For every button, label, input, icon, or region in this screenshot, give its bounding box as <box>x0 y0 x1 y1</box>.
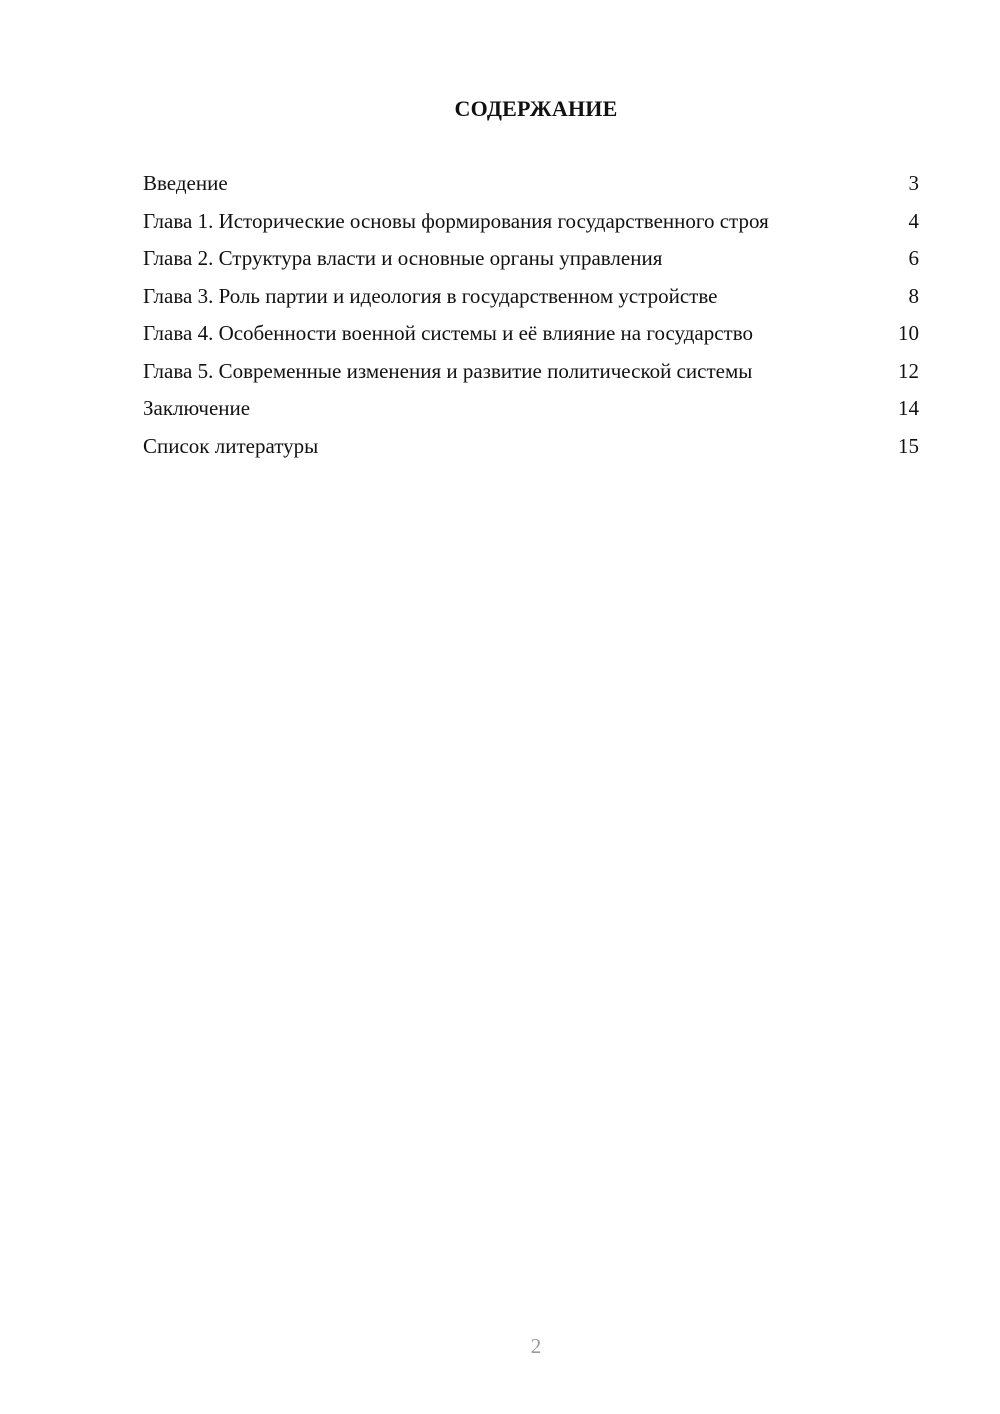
toc-entry-page: 4 <box>908 208 919 233</box>
toc-entry-conclusion <box>143 395 919 422</box>
toc-entry-label: Глава 3. Роль партии и идеология в государственном устройстве <box>143 283 718 308</box>
toc-entry-introduction <box>143 170 919 197</box>
toc-entry-page: 3 <box>908 171 919 195</box>
toc-entry-label: Заключение <box>143 396 251 420</box>
toc-entry-page: 10 <box>898 321 919 345</box>
toc-entry-page: 15 <box>898 433 919 458</box>
toc-entry-page: 8 <box>908 283 919 308</box>
toc-entry-chapter-5 <box>143 358 919 385</box>
toc-heading: СОДЕРЖАНИЕ <box>454 96 618 121</box>
page-number: 2 <box>530 1334 542 1358</box>
toc-entry-page: 14 <box>898 396 919 420</box>
toc-entry-label: Глава 4. Особенности военной системы и её влияние на государство <box>143 321 753 345</box>
toc-entry-chapter-1 <box>143 208 919 235</box>
toc-entry-chapter-2 <box>143 245 919 272</box>
toc-entry-label: Глава 5. Современные изменения и развитие политической системы <box>143 358 753 383</box>
table-of-contents <box>143 170 919 470</box>
toc-entry-label: Введение <box>143 171 228 195</box>
toc-entry-bibliography <box>143 433 919 460</box>
toc-entry-label: Глава 1. Исторические основы формирования государственного строя <box>143 208 769 233</box>
toc-entry-page: 12 <box>898 358 919 383</box>
toc-entry-page: 6 <box>908 246 919 270</box>
toc-entry-label: Список литературы <box>143 433 319 458</box>
toc-entry-label: Глава 2. Структура власти и основные органы управления <box>143 246 663 270</box>
toc-entry-chapter-3 <box>143 283 919 310</box>
toc-entry-chapter-4 <box>143 320 919 347</box>
